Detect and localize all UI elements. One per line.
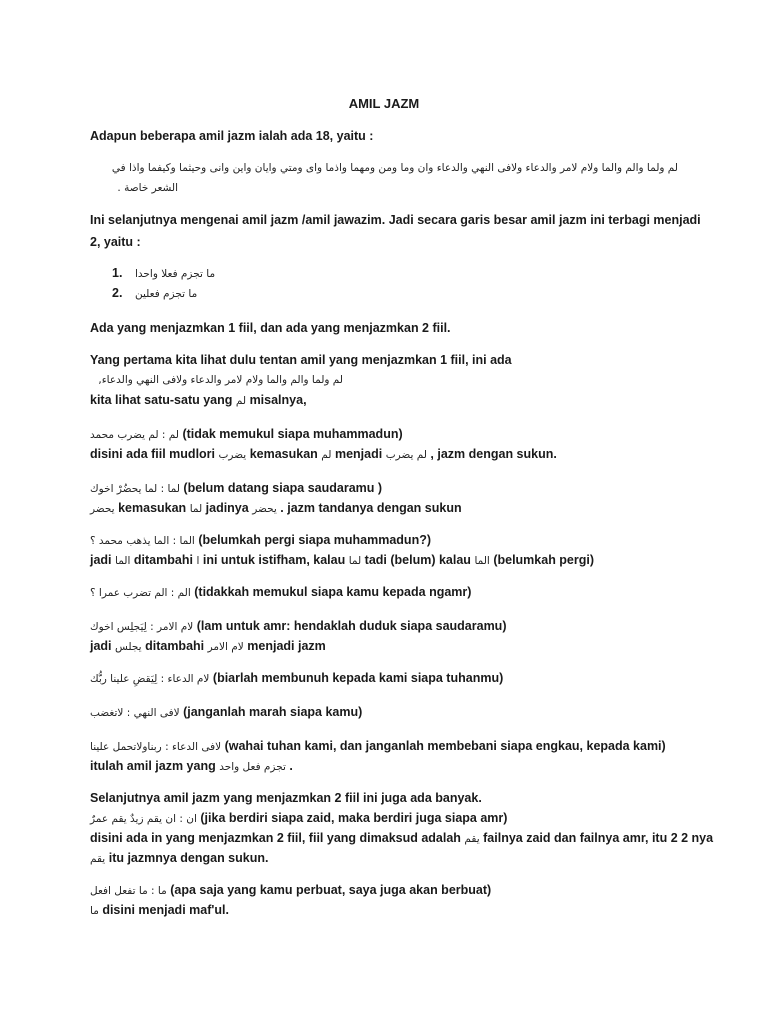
text-segment: menjadi [334, 447, 383, 461]
paragraph-5-arabic: ان : ان يقم زيدٌ يقم عمرٌ [90, 813, 197, 825]
example-2-line-2 [90, 500, 462, 517]
paragraph-5-line-1: Selanjutnya amil jazm yang menjazmkan 2 fiil ini juga ada banyak. [90, 791, 482, 805]
example-6-line-1 [90, 670, 503, 687]
page-title: AMIL JAZM [348, 96, 420, 111]
text-segment: kita lihat satu-satu yang [90, 393, 233, 407]
arabic-segment: يحضر [252, 503, 277, 515]
text-segment: jadinya [205, 501, 249, 515]
example-3-arabic: الما : الما يذهب محمد ؟ [90, 535, 195, 547]
arabic-segment: الما [115, 555, 131, 567]
example-1-arabic: لم : لم يضرب محمد [90, 429, 179, 441]
arabic-list-line-1: لم ولما والم والما ولام لامر والدعاء ولافى النهي والدعاء وان وما ومن ومهما واذما واى ومتي وايان واين وانى وحيثما وكيفما واذا في [111, 162, 678, 174]
example-1-line-2 [90, 446, 557, 463]
text-segment: (belumkah pergi) [493, 553, 595, 567]
example-9-line-1 [90, 882, 491, 899]
example-5-line-1 [90, 618, 506, 635]
text-segment: disini ada fiil mudlori [90, 447, 216, 461]
arabic-segment: يحضر [90, 503, 115, 515]
paragraph-5-translation: (jika berdiri siapa zaid, maka berdiri juga siapa amr) [200, 811, 508, 825]
text-segment: ditambahi [133, 553, 193, 567]
arabic-segment: يجلس [115, 641, 142, 653]
example-5-translation: (lam untuk amr: hendaklah duduk siapa saudaramu) [196, 619, 507, 633]
text-segment: jadi [90, 639, 112, 653]
example-6-arabic: لام الدعاء : لِيَقضِ علينا ربُّك [90, 673, 210, 685]
text-segment: . jazm tandanya dengan sukun [280, 501, 462, 515]
list-item-2-arabic: ما تجزم فعلين [135, 288, 198, 300]
intro-line: Adapun beberapa amil jazm ialah ada 18, yaitu : [90, 129, 374, 143]
text-segment: misalnya, [249, 393, 307, 407]
example-4-line-1 [90, 584, 471, 601]
arabic-segment: لم [235, 395, 247, 407]
example-1-line-1 [90, 426, 403, 443]
arabic-segment: ا [196, 555, 200, 567]
paragraph-4-line-1: Yang pertama kita lihat dulu tentan amil yang menjazmkan 1 fiil, ini ada [90, 353, 512, 367]
text-segment: ditambahi [145, 639, 205, 653]
list-number-2: 2. [112, 286, 123, 300]
text-segment: tadi (belum) kalau [364, 553, 471, 567]
example-8-line-2 [90, 758, 293, 775]
list-number-1: 1. [112, 266, 123, 280]
paragraph-5-line-4 [90, 850, 268, 867]
example-2-translation: (belum datang siapa saudaramu ) [183, 481, 383, 495]
arabic-segment: لما [348, 555, 362, 567]
paragraph-3: Ada yang menjazmkan 1 fiil, dan ada yang menjazmkan 2 fiil. [90, 321, 451, 335]
text-segment: failnya zaid dan failnya amr, itu 2 2 nya [483, 831, 714, 845]
text-segment: itu jazmnya dengan sukun. [108, 851, 269, 865]
example-8-line-1 [90, 738, 666, 755]
example-4-translation: (tidakkah memukul siapa kamu kepada ngamr) [194, 585, 472, 599]
arabic-list-line-2: الشعر خاصة . [117, 182, 178, 194]
paragraph-2-line-2: 2, yaitu : [90, 235, 141, 249]
example-7-line-1 [90, 704, 362, 721]
example-8-arabic: لافى الدعاء : ربناولاتحمل علينا [90, 741, 222, 753]
text-segment: ini untuk istifham, kalau [202, 553, 346, 567]
arabic-segment: يقم [464, 833, 480, 845]
arabic-segment: يضرب [218, 449, 247, 461]
example-9-translation: (apa saja yang kamu perbuat, saya juga akan berbuat) [170, 883, 492, 897]
paragraph-5-line-3 [90, 830, 713, 847]
text-segment: , jazm dengan sukun. [430, 447, 557, 461]
example-5-line-2 [90, 638, 326, 655]
example-4-arabic: الم : الم تضرب عمرا ؟ [90, 587, 191, 599]
text-segment: jadi [90, 553, 112, 567]
arabic-segment: تجزم فعل واحد [219, 761, 286, 773]
paragraph-4-line-3 [90, 392, 307, 409]
arabic-segment: لام الامر [207, 641, 244, 653]
paragraph-4-arabic: لم ولما والم والما ولام لامر والدعاء ولافى النهي والدعاء, [98, 374, 343, 386]
arabic-segment: يقم [90, 853, 106, 865]
example-5-arabic: لام الامر : لِيَجلِس اخوك [90, 621, 194, 633]
example-9-arabic: ما : ما تفعل افعل [90, 885, 167, 897]
text-segment: disini menjadi maf'ul. [102, 903, 229, 917]
example-7-arabic: لافى النهي : لاتغضب [90, 707, 180, 719]
text-segment: kemasukan [249, 447, 318, 461]
example-6-translation: (biarlah membunuh kepada kami siapa tuhanmu) [212, 671, 504, 685]
paragraph-5-line-2 [90, 810, 507, 827]
paragraph-2-line-1: Ini selanjutnya mengenai amil jazm /amil jawazim. Jadi secara garis besar amil jazm ini terbagi menjadi [90, 213, 701, 227]
list-item-1-arabic: ما تجزم فعلا واحدا [135, 268, 216, 280]
text-segment: . [289, 759, 293, 773]
example-3-line-1 [90, 532, 431, 549]
example-3-line-2 [90, 552, 594, 569]
example-7-translation: (janganlah marah siapa kamu) [183, 705, 363, 719]
example-8-translation: (wahai tuhan kami, dan janganlah membebani siapa engkau, kepada kami) [224, 739, 666, 753]
arabic-segment: لم يضرب [385, 449, 427, 461]
example-1-translation: (tidak memukul siapa muhammadun) [182, 427, 403, 441]
arabic-segment: ما [90, 905, 99, 917]
text-segment: disini ada in yang menjazmkan 2 fiil, fiil yang dimaksud adalah [90, 831, 461, 845]
example-2-line-1 [90, 480, 382, 497]
example-9-line-2 [90, 902, 229, 919]
arabic-segment: الما [474, 555, 490, 567]
text-segment: itulah amil jazm yang [90, 759, 216, 773]
text-segment: kemasukan [118, 501, 187, 515]
example-3-translation: (belumkah pergi siapa muhammadun?) [198, 533, 432, 547]
text-segment: menjadi jazm [247, 639, 326, 653]
example-2-arabic: لما : لما يحضُرْ اخوك [90, 483, 180, 495]
arabic-segment: لما [189, 503, 203, 515]
arabic-segment: لم [321, 449, 332, 461]
